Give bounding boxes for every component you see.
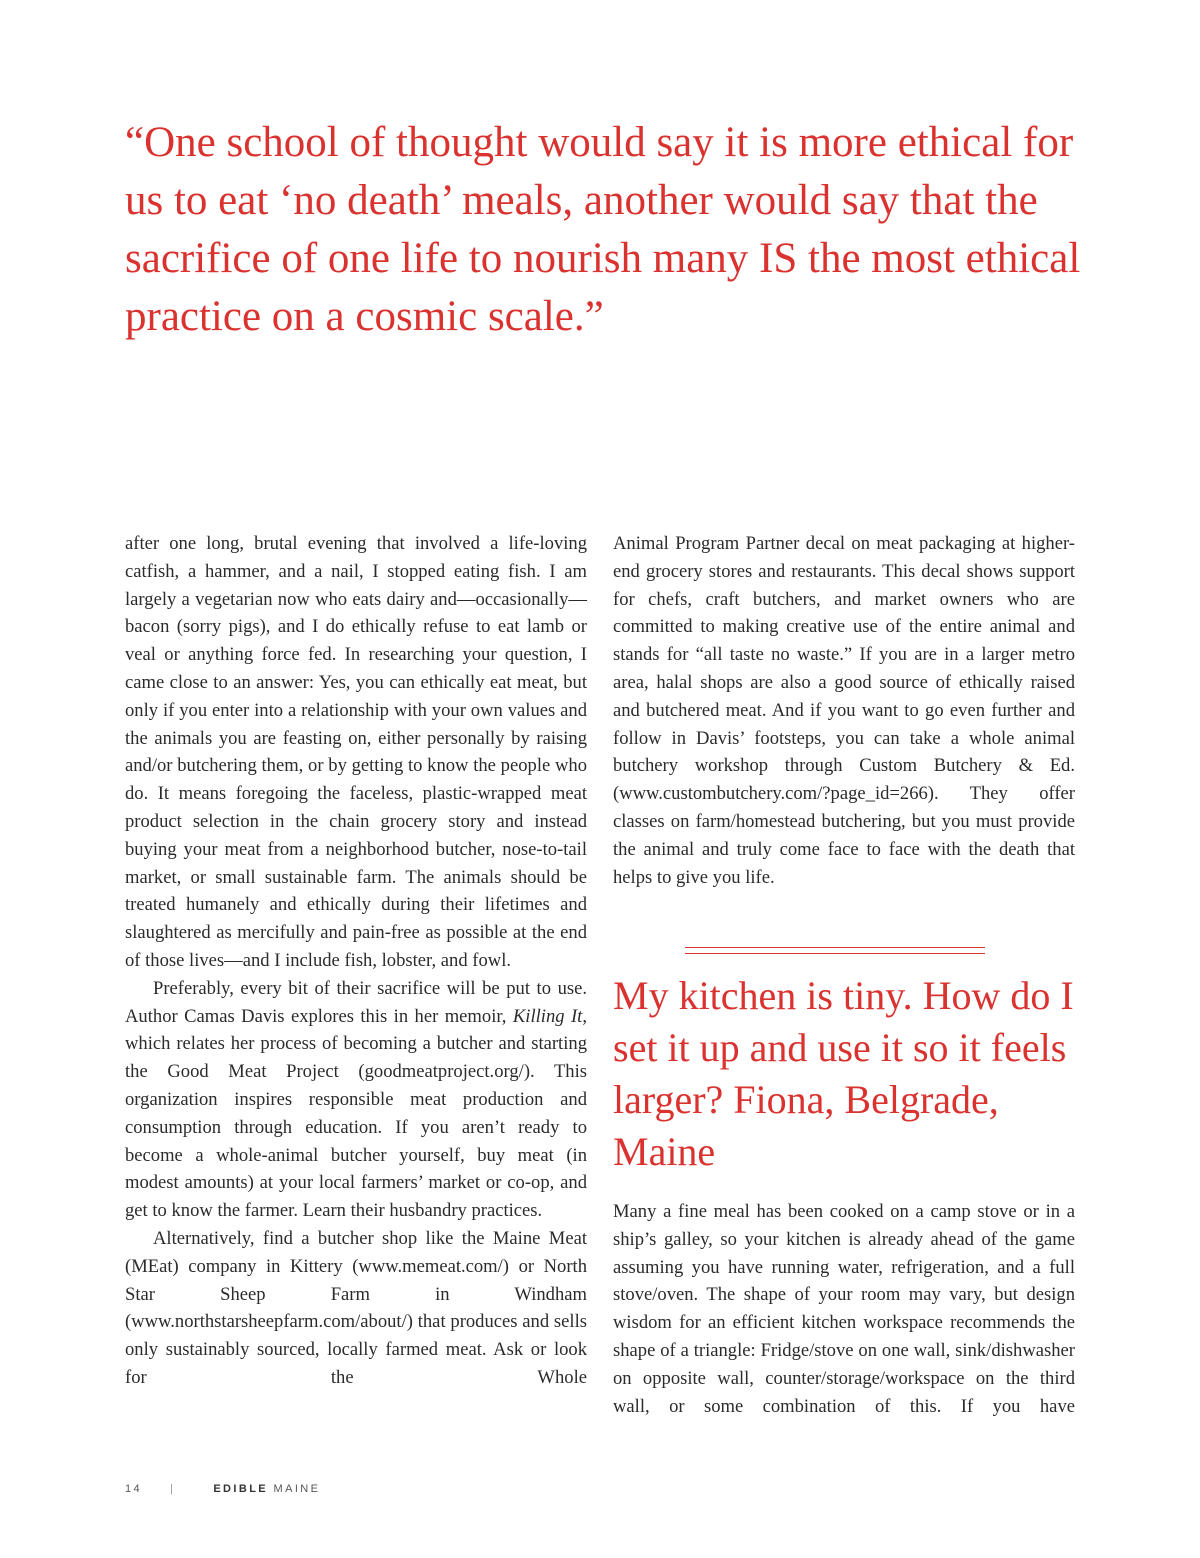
brand-name-light: MAINE <box>273 1483 321 1495</box>
paragraph-text: Preferably, every bit of their sacrifice will be put to use. Author Camas Davis explores this in her memoir, <box>125 977 587 1027</box>
body-paragraph: after one long, brutal evening that involved a life-loving catfish, a hammer, and a nail, I stopped eating fish. I am largely a vegetarian now who eats dairy and—occasionally—bacon (sorry pigs), and I do ethically refuse to eat lamb or veal or anything force fed. In researching your question, I came close to an answer: Yes, you can ethically eat meat, but only if you enter into a relationship with your own values and the animals you are feasting on, either personally by raising and/or butchering them, or by getting to know the people who do. It means foregoing the faceless, plastic-wrapped meat product selection in the chain grocery story and instead buying your meat from a neighborhood butcher, nose-to-tail market, or small sustainable farm. The animals should be treated humanely and ethically during their lifetimes and slaughtered as mercifully and pain-free as possible at the end of those lives—and I include fish, lobster, and fowl. <box>125 533 587 971</box>
right-column-answer <box>613 1198 1075 1420</box>
pull-quote: “One school of thought would say it is more ethical for us to eat ‘no death’ meals, another would say that the sacrifice of one life to nourish many IS the most ethical practice on a cosmic scale.” <box>125 119 1081 340</box>
divider-line <box>685 947 985 948</box>
divider-line <box>685 953 985 954</box>
page-number: 14 <box>125 1483 143 1495</box>
book-title: Killing It <box>512 1005 583 1027</box>
page-footer <box>125 1483 320 1495</box>
question-headline: My kitchen is tiny. How do I set it up and use it so it feels larger? Fiona, Belgrade, Maine <box>613 973 1074 1174</box>
body-paragraph: Alternatively, find a butcher shop like the Maine Meat (MEat) company in Kittery (www.memeat.com/) or North Star Sheep Farm in Windham (www.northstarsheepfarm.com/about/) that produces and sells only sustainably sourced, locally farmed meat. Ask or look for the Whole <box>125 1227 587 1388</box>
body-paragraph: Many a fine meal has been cooked on a camp stove or in a ship’s galley, so your kitchen is already ahead of the game assuming you have running water, refrigeration, and a full stove/oven. The shape of your room may vary, but design wisdom for an efficient kitchen workspace recommends the shape of a triangle: Fridge/stove on one wall, sink/dishwasher on opposite wall, counter/storage/workspace on the third wall, or some combination of this. If you have <box>613 1201 1075 1417</box>
body-paragraph <box>125 975 587 1225</box>
footer-separator: | <box>170 1483 176 1495</box>
section-divider <box>685 947 985 954</box>
right-column <box>613 530 1075 891</box>
paragraph-text: , which relates her process of becoming a butcher and starting the Good Meat Project (goodmeatproject.org/). This organization inspires responsible meat production and consumption through education. If you aren’t ready to become a whole-animal butcher yourself, buy meat (in modest amounts) at your local farmers’ market or co-op, and get to know the farmer. Learn their husbandry practices. <box>125 1005 587 1222</box>
left-column <box>125 530 587 1392</box>
body-paragraph: Animal Program Partner decal on meat packaging at higher-end grocery stores and restaurants. This decal shows support for chefs, craft butchers, and market owners who are committed to making creative use of the entire animal and stands for “all taste no waste.” If you are in a larger metro area, halal shops are also a good source of ethically raised and butchered meat. And if you want to go even further and follow in Davis’ footsteps, you can take a whole animal butchery workshop through Custom Butchery & Ed. (www.custombutchery.com/?page_id=266). They offer classes on farm/homestead butchering, but you must provide the animal and truly come face to face with the death that helps to give you life. <box>613 533 1075 888</box>
brand-name-bold: EDIBLE <box>213 1483 269 1495</box>
